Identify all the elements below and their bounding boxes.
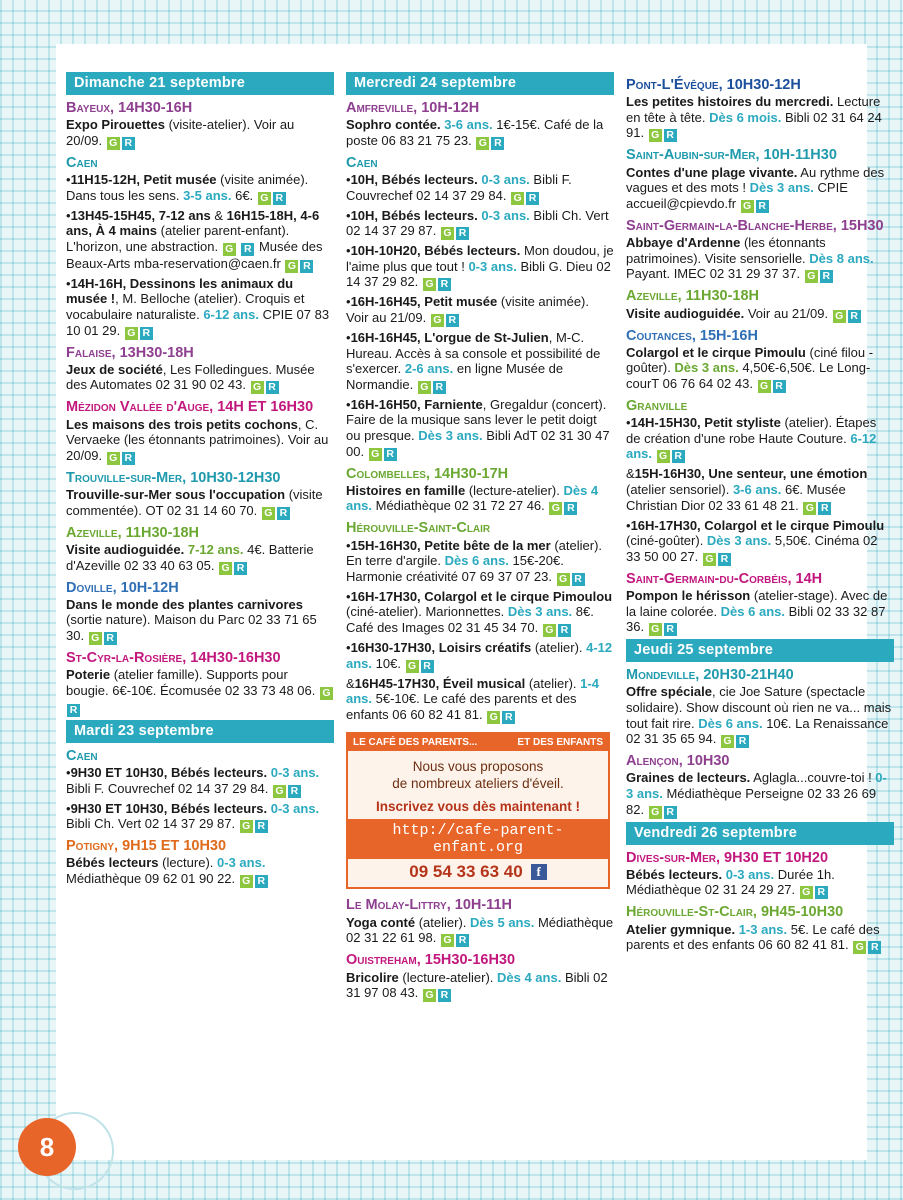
event-entry: Pompon le hérisson (atelier-stage). Avec de la laine colorée. Dès 6 ans. Bibli 02 33 32 87 36. G R [626,587,888,636]
event-entry: •13H45-15H45, 7-12 ans & 16H15-18H, 4-6 ans, À 4 mains (atelier parent-enfant). L'horizon, une abstraction. G R Musée des Beaux-Arts mba-reservation@caen.fr G R [66,207,323,272]
badge-g-icon: G [89,632,102,645]
event-entry: •14H-16H, Dessinons les animaux du musée !, M. Belloche (atelier). Croquis et vocabulaire naturaliste. 6-12 ans. CPIE 07 83 10 01 29. G R [66,275,330,339]
badge-r-icon: R [773,380,786,393]
column-2 [346,72,614,1162]
badge-g-icon: G [803,502,816,515]
badge-r-icon: R [255,820,268,833]
city-heading: Mondeville, 20H30-21H40 [626,667,794,684]
event-entry: •11H15-12H, Petit musée (visite animée). Dans tous les sens. 3-5 ans. 6€. G R [66,172,309,204]
event-entry: Les maisons des trois petits cochons, C. Vervaeke (les étonnants patrimoines). Voir au 20/09. G R [66,416,329,464]
badge-g-icon: G [721,735,734,748]
badge-g-icon: G [240,820,253,833]
event-entry: Trouville-sur-Mer sous l'occupation (visite commentée). OT 02 31 14 60 70. G R [66,487,323,519]
city-heading: Saint-Germain-la-Blanche-Herbe, 15H30 [626,217,884,234]
badge-r-icon: R [241,243,254,256]
badge-r-icon: R [234,562,247,575]
badge-g-icon: G [487,711,500,724]
badge-g-icon: G [657,450,670,463]
badge-r-icon: R [446,314,459,327]
badge-r-icon: R [255,875,268,888]
event-entry: •16H-17H30, Colargol et le cirque Pimoulu (ciné-goûter). Dès 3 ans. 5,50€. Cinéma 02 33 50 00 27. G R [626,517,885,565]
badge-r-icon: R [526,192,539,205]
city-heading: Ouistreham, 15H30-16H30 [346,952,516,969]
city-heading: Saint-Germain-du-Corbéis, 14H [626,570,823,587]
city-heading: St-Cyr-la-Rosière, 14H30-16H30 [66,649,281,666]
event-entry: Colargol et le cirque Pimoulu (ciné filou - goûter). Dès 3 ans. 4,50€-6,50€. Le Long-courT 06 76 64 02 43. G R [626,344,874,392]
city-heading: Doville, 10H-12H [66,579,179,596]
city-heading: Caen [346,154,378,171]
badge-r-icon: R [288,785,301,798]
badge-r-icon: R [456,934,469,947]
badge-g-icon: G [423,278,436,291]
badge-r-icon: R [67,704,80,717]
badge-r-icon: R [433,381,446,394]
ad-header-left: LE CAFÉ DES PARENTS... [353,736,478,748]
badge-r-icon: R [277,507,290,520]
badge-g-icon: G [223,243,236,256]
event-entry: •14H-15H30, Petit styliste (atelier). Étapes de création d'une robe Haute Couture. 6-12 ans. G R [626,415,877,463]
badge-r-icon: R [140,327,153,340]
badge-r-icon: R [273,192,286,205]
city-heading: Alençon, 10H30 [626,753,730,770]
city-heading: Colombelles, 14H30-17H [346,465,509,482]
badge-r-icon: R [756,200,769,213]
badge-g-icon: G [240,875,253,888]
event-entry: &15H-16H30, Une senteur, une émotion (atelier sensoriel). 3-6 ans. 6€. Musée Christian Dior 02 33 61 48 21. G R [626,466,868,514]
badge-r-icon: R [300,260,313,273]
badge-g-icon: G [441,227,454,240]
city-heading: Coutances, 15H-16H [626,327,758,344]
city-heading: Falaise, 13H30-18H [66,344,194,361]
badge-r-icon: R [815,886,828,899]
badge-r-icon: R [664,806,677,819]
event-entry: Graines de lecteurs. Aglagla...couvre-toi ! 0-3 ans. Médiathèque Perseigne 02 33 26 69 82. G R [626,770,887,818]
badge-g-icon: G [833,310,846,323]
badge-r-icon: R [438,989,451,1002]
badge-r-icon: R [558,624,571,637]
badge-r-icon: R [266,381,279,394]
city-heading: Potigny, 9H15 ET 10H30 [66,838,227,855]
event-entry: •16H-16H45, L'orgue de St-Julien, M-C. Hureau. Accès à sa console et possibilité de s'exercer. 2-6 ans. en ligne Musée de Normandie. G R [346,330,601,393]
day-heading: Jeudi 25 septembre [626,639,894,662]
event-entry: Bébés lecteurs. 0-3 ans. Durée 1h. Médiathèque 02 31 24 29 27. G R [626,866,835,899]
badge-r-icon: R [384,448,397,461]
event-entry: Jeux de société, Les Folledingues. Musée des Automates 02 31 90 02 43. G R [66,361,315,394]
badge-g-icon: G [800,886,813,899]
city-heading: Caen [66,154,98,171]
ad-line-2: de nombreux ateliers d'éveil. [392,775,564,791]
badge-r-icon: R [818,502,831,515]
city-heading: Caen [66,747,98,764]
ad-line-1: Nous vous proposons [412,758,544,774]
city-heading: Azeville, 11H30-18H [626,288,759,305]
badge-g-icon: G [262,507,275,520]
ad-phone-number: 09 54 33 63 40 [409,862,523,882]
event-entry: Les petites histoires du mercredi. Lecture en tête à tête. Dès 6 mois. Bibli 02 31 64 24 91. G R [626,94,882,142]
badge-g-icon: G [320,687,333,700]
agenda-columns [66,72,894,1162]
city-heading: Hérouville-St-Clair, 9H45-10H30 [626,904,844,921]
event-entry: Contes d'une plage vivante. Au rythme des vagues et des mots ! Dès 3 ans. CPIE accueil@cpievdo.fr G R [626,164,885,212]
badge-r-icon: R [572,573,585,586]
badge-g-icon: G [476,137,489,150]
badge-r-icon: R [122,452,135,465]
ad-url-link[interactable]: http://cafe-parent-enfant.org [348,819,608,859]
badge-g-icon: G [805,270,818,283]
city-heading: Bayeux, 14H30-16H [66,100,193,116]
badge-g-icon: G [369,448,382,461]
event-entry: Bricolire (lecture-atelier). Dès 4 ans. Bibli 02 31 97 08 43. G R [346,969,608,1002]
city-heading: Azeville, 11H30-18H [66,524,199,541]
badge-g-icon: G [649,129,662,142]
badge-r-icon: R [848,310,861,323]
badge-g-icon: G [741,200,754,213]
badge-g-icon: G [251,381,264,394]
event-entry: •16H-17H30, Colargol et le cirque Pimoulou (ciné-atelier). Marionnettes. Dès 3 ans. 8€. Café des Images 02 31 45 34 70. G R [346,588,613,637]
badge-g-icon: G [511,192,524,205]
event-entry: Bébés lecteurs (lecture). 0-3 ans. Médiathèque 09 62 01 90 22. G R [66,855,334,888]
badge-r-icon: R [438,278,451,291]
ad-body [348,751,608,820]
badge-r-icon: R [664,129,677,142]
city-heading: Granville [626,397,688,414]
badge-g-icon: G [285,260,298,273]
badge-g-icon: G [703,553,716,566]
badge-g-icon: G [649,623,662,636]
badge-g-icon: G [549,502,562,515]
badge-g-icon: G [758,380,771,393]
event-entry: Expo Pirouettes (visite-atelier). Voir au 20/09. G R [66,117,295,149]
badge-g-icon: G [557,573,570,586]
ad-line-3: Inscrivez vous dès maintenant ! [375,798,581,814]
event-entry: Visite audioguidée. Voir au 21/09. G R [626,306,894,323]
badge-g-icon: G [423,989,436,1002]
event-entry: Poterie (atelier famille). Supports pour bougie. 6€-10€. Écomusée 02 33 73 48 06. GR [66,667,334,717]
badge-r-icon: R [104,632,117,645]
city-heading: Pont-L'Évêque, 10H30-12H [626,77,801,93]
page-number: 8 [18,1118,76,1176]
event-entry: Visite audioguidée. 7-12 ans. 4€. Batterie d'Azeville 02 33 40 63 05. G R [66,541,314,574]
event-entry: &16H45-17H30, Éveil musical (atelier). 1-4 ans. 5€-10€. Le café des parents et des enfants 06 60 82 41 81. G R [346,675,599,723]
event-entry: Offre spéciale, cie Joe Sature (spectacle solidaire). Show discount où rien ne va... mais tout fait rire. Dès 6 ans. 10€. La Renaissance 02 31 35 65 94. G R [626,684,892,748]
event-entry: Atelier gymnique. 1-3 ans. 5€. Le café des parents et des enfants 06 60 82 41 81. G R [626,921,880,954]
event-entry: •9H30 ET 10H30, Bébés lecteurs. 0-3 ans. Bibli F. Couvrechef 02 14 37 29 84. G R [66,765,320,797]
event-entry: Sophro contée. 3-6 ans. 1€-15€. Café de la poste 06 83 21 75 23. G R [346,117,604,149]
badge-r-icon: R [820,270,833,283]
event-entry: •10H-10H20, Bébés lecteurs. Mon doudou, je l'aime plus que tout ! 0-3 ans. Bibli G. Dieu 02 14 37 29 82. G R [346,243,614,291]
ad-phone [348,859,608,887]
facebook-icon[interactable]: f [531,864,547,880]
badge-g-icon: G [649,806,662,819]
event-entry: •9H30 ET 10H30, Bébés lecteurs. 0-3 ans. Bibli Ch. Vert 02 14 37 29 87. G R [66,800,320,833]
city-heading: Hérouville-Saint-Clair [346,520,491,537]
event-entry: Abbaye d'Ardenne (les étonnants patrimoines). Visite sensorielle. Dès 8 ans. Payant. IMEC 02 31 29 37 37. G R [626,235,874,283]
badge-r-icon: R [491,137,504,150]
city-heading: Saint-Aubin-sur-Mer, 10H-11H30 [626,147,837,164]
badge-r-icon: R [672,450,685,463]
ad-header [348,734,608,751]
ad-header-right: ET DES ENFANTS [517,736,603,748]
badge-r-icon: R [736,735,749,748]
badge-r-icon: R [664,623,677,636]
badge-r-icon: R [502,711,515,724]
badge-g-icon: G [853,941,866,954]
badge-g-icon: G [107,452,120,465]
day-heading: Mardi 23 septembre [66,720,334,743]
day-heading: Vendredi 26 septembre [626,822,894,845]
event-entry: •16H30-17H30, Loisirs créatifs (atelier). 4-12 ans. 10€. G R [346,640,613,672]
event-entry: Dans le monde des plantes carnivores (sortie nature). Maison du Parc 02 33 71 65 30. G R [66,596,317,644]
badge-g-icon: G [431,314,444,327]
event-entry: •10H, Bébés lecteurs. 0-3 ans. Bibli F. Couvrechef 02 14 37 29 84. G R [346,172,572,204]
badge-r-icon: R [564,502,577,515]
badge-g-icon: G [543,624,556,637]
column-3 [626,72,894,1162]
day-heading: Mercredi 24 septembre [346,72,614,95]
advertisement-cafe-des-parents[interactable] [346,732,610,890]
city-heading: Le Molay-Littry, 10H-11H [346,897,512,914]
badge-g-icon: G [406,660,419,673]
badge-g-icon: G [219,562,232,575]
column-1 [66,72,334,1162]
event-entry: •10H, Bébés lecteurs. 0-3 ans. Bibli Ch. Vert 02 14 37 29 87. G R [346,207,609,240]
day-heading: Dimanche 21 septembre [66,72,334,95]
badge-r-icon: R [122,137,135,150]
badge-g-icon: G [273,785,286,798]
city-heading: Mézidon Vallée d'Auge, 14H ET 16H30 [66,399,314,416]
badge-g-icon: G [418,381,431,394]
badge-r-icon: R [456,227,469,240]
badge-g-icon: G [107,137,120,150]
badge-g-icon: G [125,327,138,340]
event-entry: Yoga conté (atelier). Dès 5 ans. Médiathèque 02 31 22 61 98. G R [346,914,614,947]
event-entry: •15H-16H30, Petite bête de la mer (atelier). En terre d'argile. Dès 6 ans. 15€-20€. Harmonie créativité 07 69 37 07 23. G R [346,537,603,585]
badge-g-icon: G [441,934,454,947]
badge-r-icon: R [868,941,881,954]
badge-r-icon: R [718,553,731,566]
city-heading: Trouville-sur-Mer, 10H30-12H30 [66,469,281,486]
event-entry: •16H-16H45, Petit musée (visite animée). Voir au 21/09. G R [346,294,589,327]
city-heading: Dives-sur-Mer, 9H30 ET 10H20 [626,849,829,866]
event-entry: Histoires en famille (lecture-atelier). Dès 4 ans. Médiathèque 02 31 72 27 46. G R [346,482,599,515]
event-entry: •16H-16H50, Farniente, Gregaldur (concert). Faire de la musique sans lever le petit doigt ou presque. Dès 3 ans. Bibli AdT 02 31 30 47 00. G R [346,396,610,460]
city-heading: Amfreville, 10H-12H [346,100,480,116]
badge-r-icon: R [421,660,434,673]
badge-g-icon: G [258,192,271,205]
